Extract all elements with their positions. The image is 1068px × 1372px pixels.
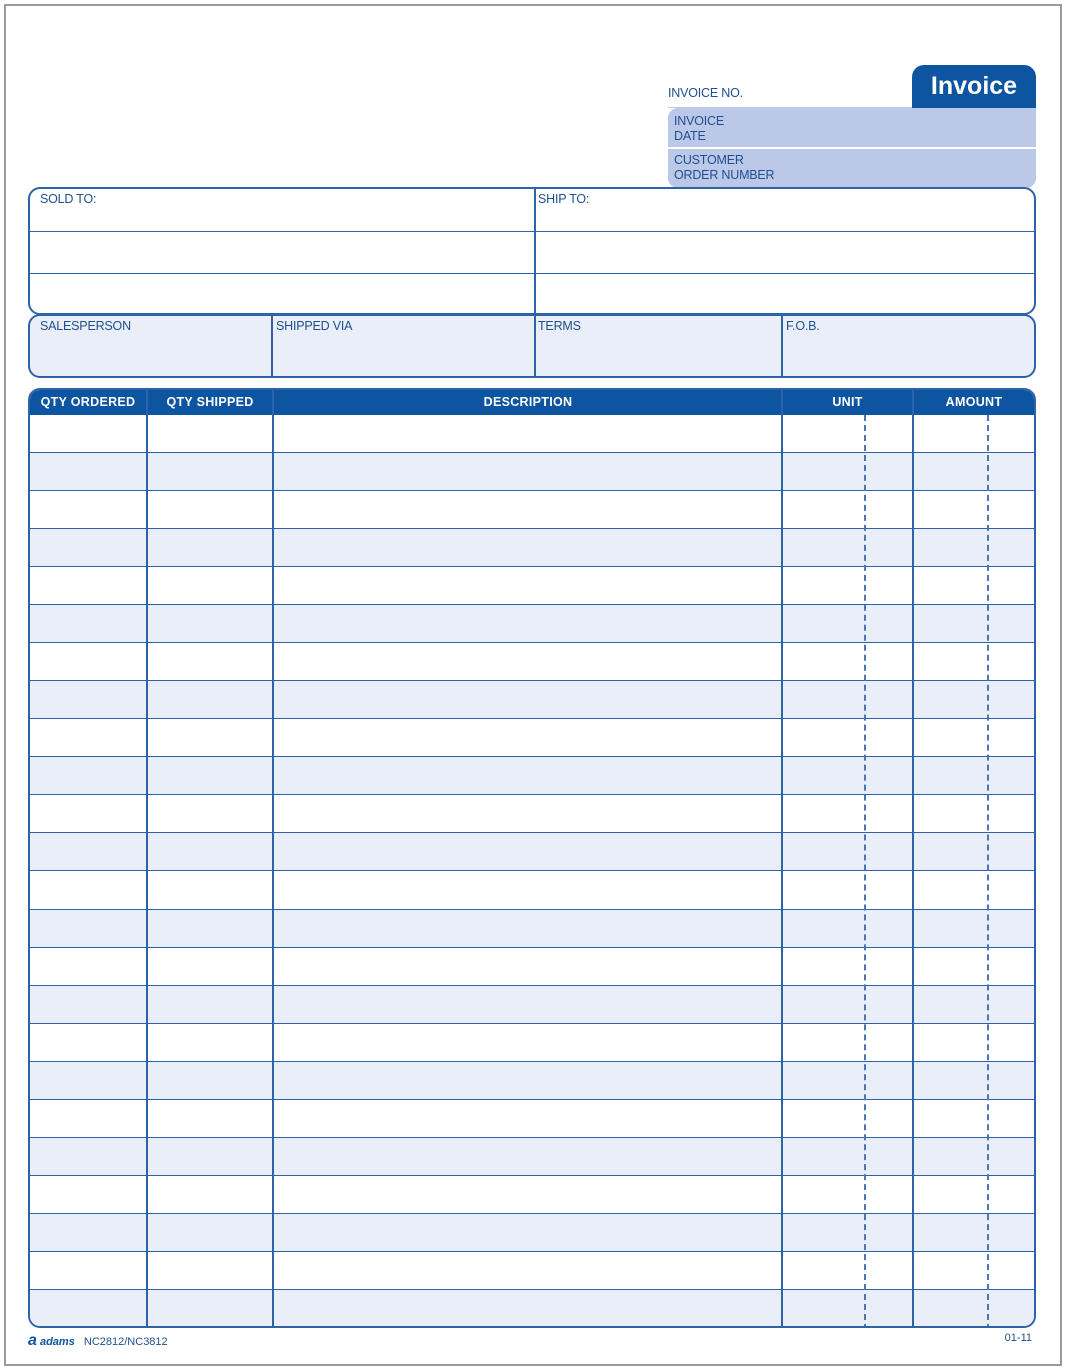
invoice-date-label-line1: INVOICE	[674, 114, 724, 128]
adams-logo-icon: a	[28, 1332, 37, 1349]
table-row[interactable]	[30, 795, 1034, 833]
col-divider-2	[272, 390, 274, 1328]
table-row[interactable]	[30, 1252, 1034, 1290]
table-row[interactable]	[30, 681, 1034, 719]
col-unit-header: UNIT	[832, 395, 863, 409]
table-row[interactable]	[30, 1024, 1034, 1062]
table-row[interactable]	[30, 910, 1034, 948]
form-title: Invoice	[912, 65, 1036, 108]
shipping-info-section	[28, 314, 1036, 378]
col-description-header: DESCRIPTION	[483, 395, 573, 409]
table-row[interactable]	[30, 491, 1034, 529]
form-number: NC2812/NC3812	[83, 1336, 168, 1348]
line-items-header	[30, 390, 1034, 415]
table-row[interactable]	[30, 986, 1034, 1024]
invoice-date-field[interactable]	[668, 108, 1036, 147]
col-amount-header: AMOUNT	[945, 395, 1003, 409]
table-row[interactable]	[30, 643, 1034, 681]
table-row[interactable]	[30, 1290, 1034, 1328]
invoice-date-label-line2: DATE	[674, 129, 706, 143]
amount-cents-divider	[987, 415, 989, 1328]
table-row[interactable]	[30, 948, 1034, 986]
ship-to-field[interactable]	[536, 189, 1034, 313]
table-row[interactable]	[30, 1062, 1034, 1100]
table-row[interactable]	[30, 1100, 1034, 1138]
shipping-divider-1	[271, 316, 273, 376]
ship-to-label: SHIP TO:	[538, 192, 590, 206]
col-divider-3	[781, 390, 783, 1328]
table-row[interactable]	[30, 529, 1034, 567]
table-row[interactable]	[30, 1138, 1034, 1176]
table-row[interactable]	[30, 605, 1034, 643]
salesperson-label: SALESPERSON	[40, 319, 131, 333]
table-row[interactable]	[30, 1214, 1034, 1252]
sold-ship-section	[28, 187, 1036, 315]
shipping-divider-2	[534, 316, 536, 376]
line-items-table	[28, 388, 1036, 1328]
customer-order-label-line2: ORDER NUMBER	[674, 168, 775, 182]
table-row[interactable]	[30, 833, 1034, 871]
brand-name: adams	[39, 1336, 75, 1348]
col-qty-ordered-header: QTY ORDERED	[40, 395, 136, 409]
col-qty-shipped-header: QTY SHIPPED	[166, 395, 254, 409]
shipped-via-label: SHIPPED VIA	[276, 319, 353, 333]
customer-order-number-field[interactable]	[668, 149, 1036, 188]
table-row[interactable]	[30, 1176, 1034, 1214]
brand-footer	[28, 1332, 168, 1350]
table-row[interactable]	[30, 872, 1034, 910]
customer-order-label-line1: CUSTOMER	[674, 153, 744, 167]
table-row[interactable]	[30, 567, 1034, 605]
invoice-form-sheet	[4, 4, 1062, 1366]
table-row[interactable]	[30, 415, 1034, 453]
fob-label: F.O.B.	[786, 319, 820, 333]
shipping-divider-3	[781, 316, 783, 376]
col-divider-4	[912, 390, 914, 1328]
terms-label: TERMS	[538, 319, 581, 333]
revision-code: 01-11	[1004, 1332, 1032, 1344]
sold-to-label: SOLD TO:	[40, 192, 97, 206]
table-row[interactable]	[30, 453, 1034, 491]
unit-cents-divider	[864, 415, 866, 1328]
col-divider-1	[146, 390, 148, 1328]
sold-to-field[interactable]	[30, 189, 534, 313]
table-row[interactable]	[30, 757, 1034, 795]
invoice-no-label: INVOICE NO.	[668, 86, 743, 100]
table-row[interactable]	[30, 719, 1034, 757]
